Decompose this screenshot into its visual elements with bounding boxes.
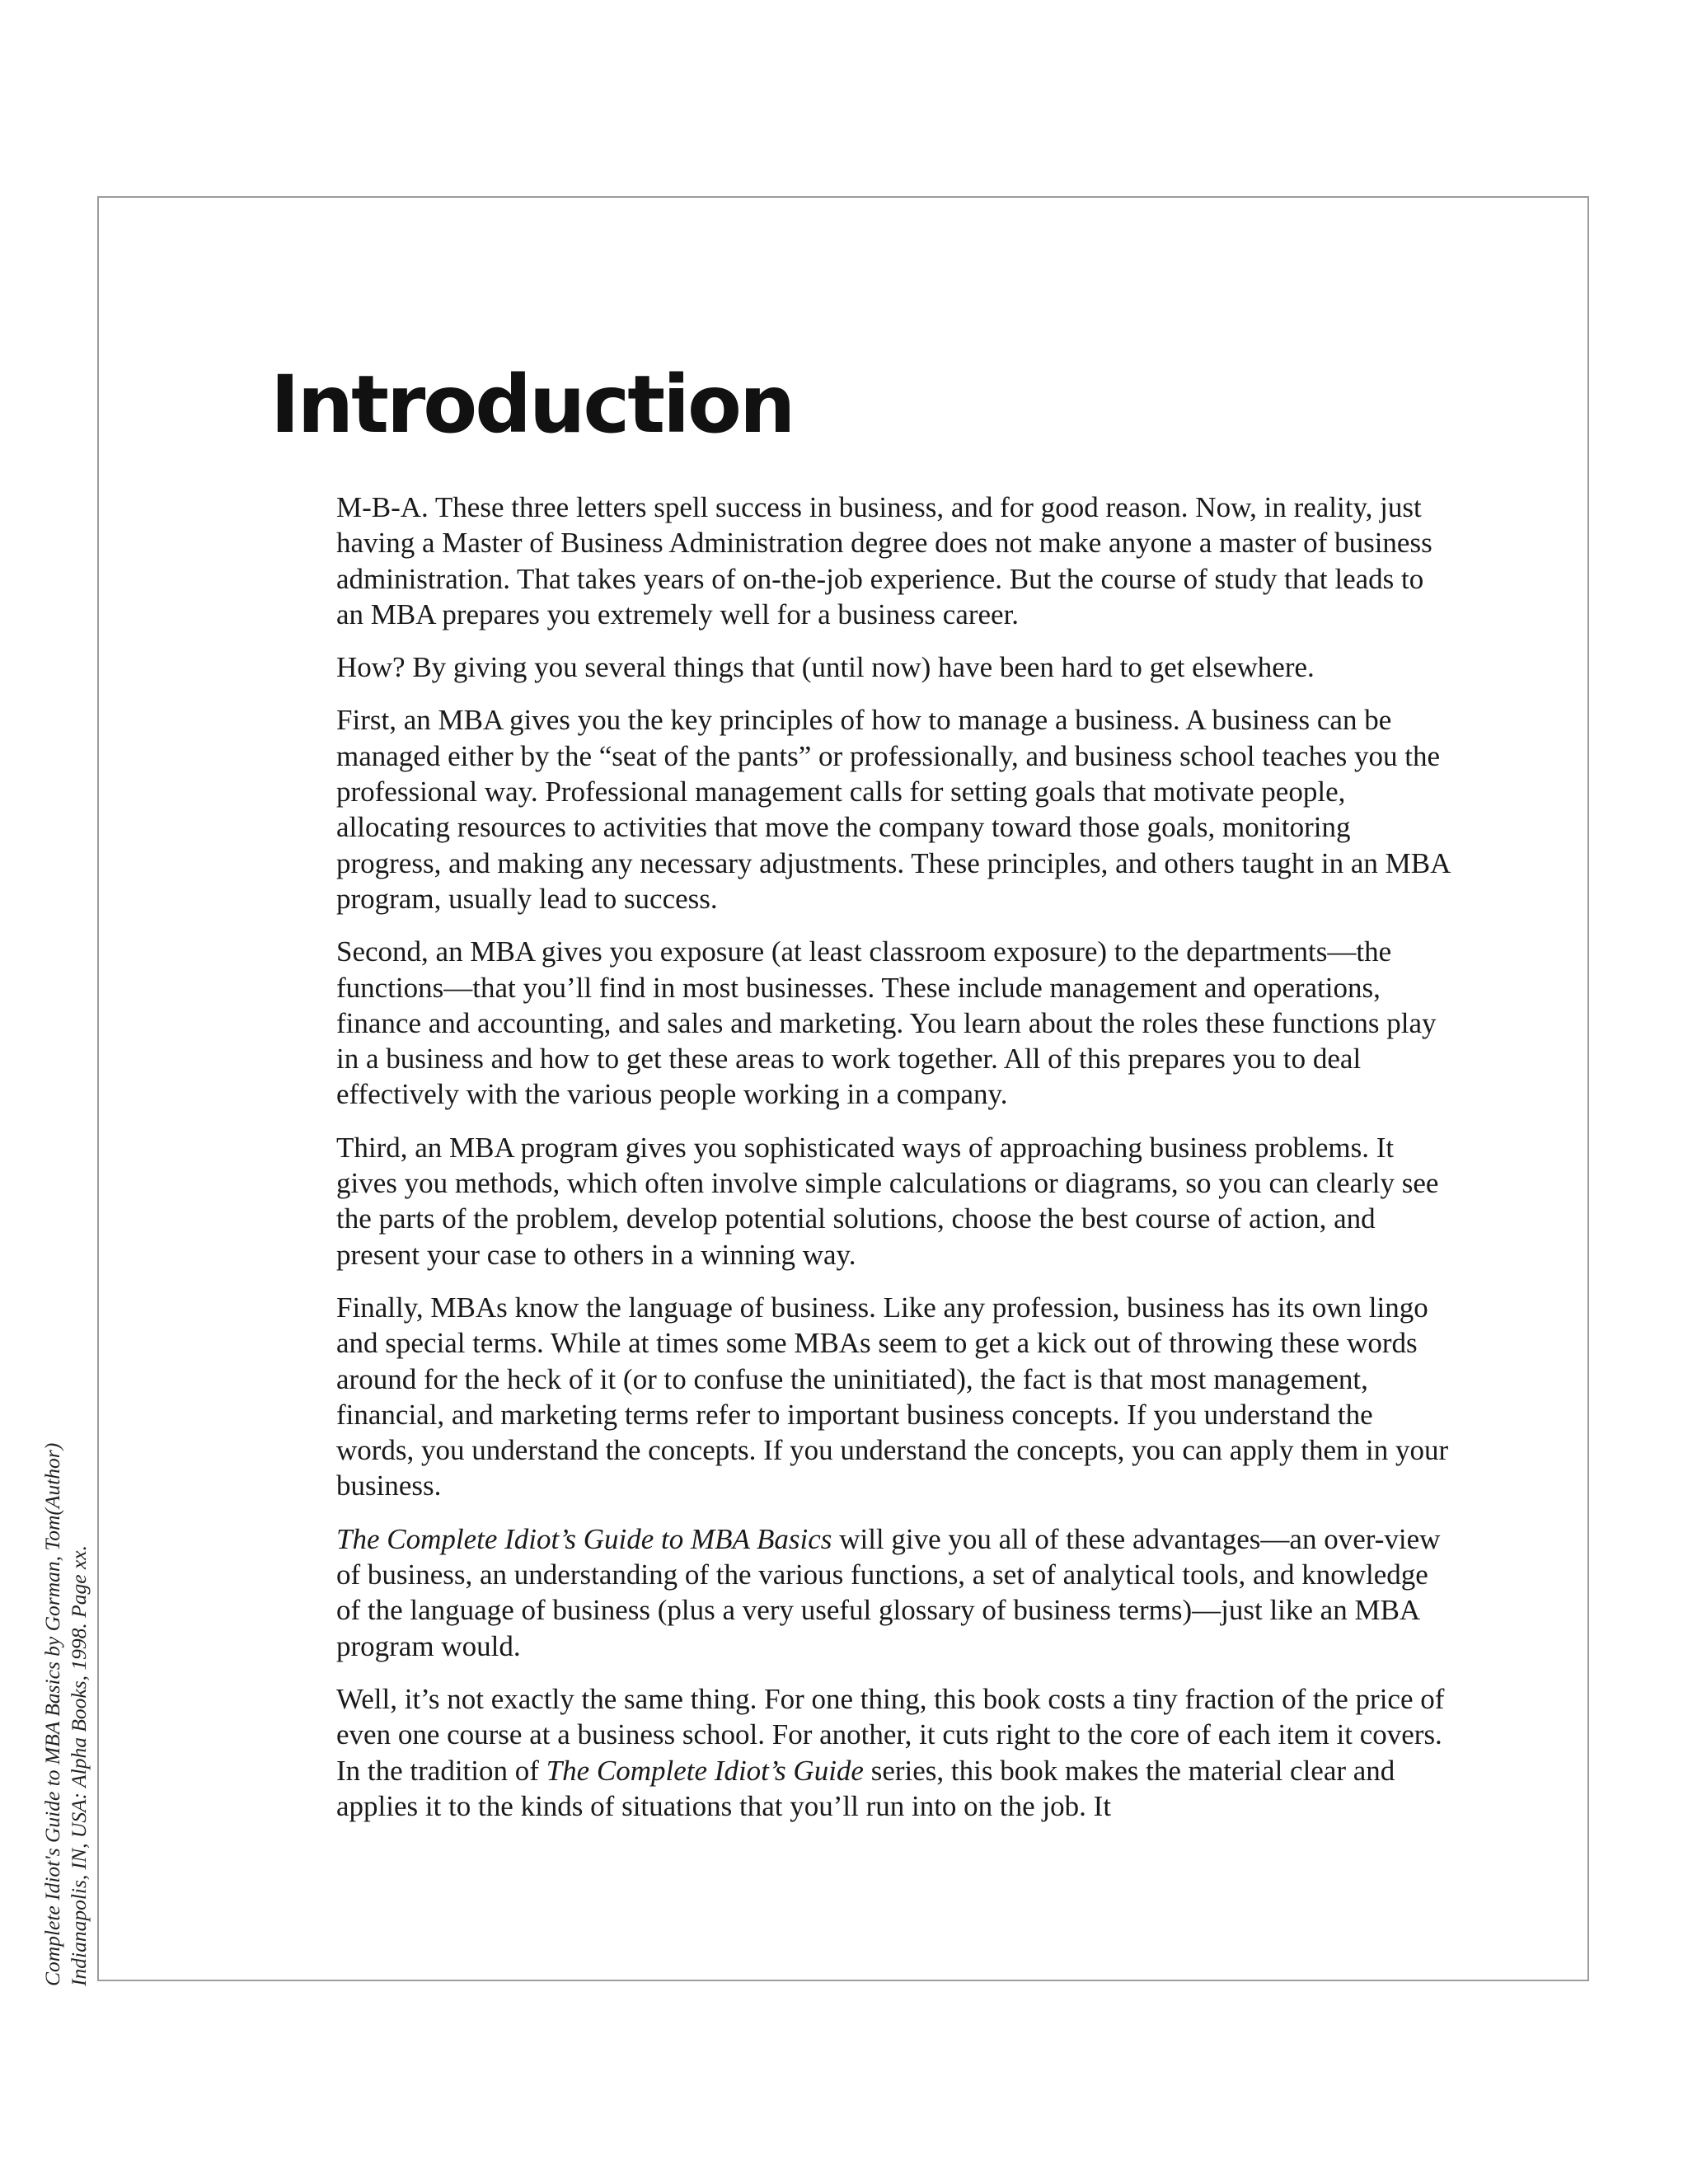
paragraph [336,1521,1453,1664]
paragraph [336,934,1453,1112]
paragraph [336,1681,1453,1824]
italic-title-text: The Complete Idiot’s Guide [546,1754,864,1787]
paragraph [336,1290,1453,1504]
body-text [336,490,1453,1841]
paragraph-text: Finally, MBAs know the language of business. Like any profession, business has its own lingo and special terms. While at times some MBAs seem to get a kick out of throwing these words around for the heck of it (or to confuse the uninitiated), the fact is that most management, financial, and marketing terms refer to important business concepts. If you understand the words, you understand the concepts. If you understand the concepts, you can apply them in your business. [336,1291,1449,1502]
paragraph-text: Second, an MBA gives you exposure (at least classroom exposure) to the departments—the functions—that you’ll find in most businesses. These include management and operations, finance and accounting, and sales and marketing. You learn about the roles these functions play in a business and how to get these areas to work together. All of this prepares you to deal effectively with the various people working in a company. [336,935,1437,1111]
paragraph [336,649,1453,685]
citation-line-2: Indianapolis, IN, USA: Alpha Books, 1998. Page xx. [67,1545,91,1986]
paragraph [336,702,1453,916]
paragraph-text: Third, an MBA program gives you sophisticated ways of approaching business problems. It gives you methods, which often involve simple calculations or diagrams, so you can clearly see the parts of the problem, develop potential solutions, choose the best course of action, and present your case to others in a winning way. [336,1131,1439,1271]
italic-title-text: The Complete Idiot’s Guide to MBA Basics [336,1522,832,1555]
chapter-title: Introduction [270,359,794,451]
paragraph-text: Well, it’s not exactly the same thing. For one thing, this book costs a tiny fraction of the price of even one course at a business school. For another, it cuts right to the core of each item it covers. In the tradition of [336,1682,1445,1787]
paragraph [336,490,1453,632]
paragraph-text: How? By giving you several things that (until now) have been hard to get elsewhere. [336,651,1315,684]
paragraph-text: will give you all of these advantages—an over-view of business, an understanding of the various functions, a set of analytical tools, and knowledge of the language of business (plus a very useful glossary of business terms)—just like an MBA program would. [336,1522,1441,1662]
paragraph [336,1130,1453,1272]
citation-line-1: Complete Idiot's Guide to MBA Basics by Gorman, Tom(Author) [40,1442,64,1986]
side-citation [40,1385,92,1986]
paragraph-text: series, this book makes the material clear and applies it to the kinds of situations that you’ll run into on the job. It [336,1754,1395,1822]
paragraph-text: First, an MBA gives you the key principles of how to manage a business. A business can be managed either by the “seat of the pants” or professionally, and business school teaches you the professional way. Professional management calls for setting goals that motivate people, allocating resources to activities that move the company toward those goals, monitoring progress, and making any necessary adjustments. These principles, and others taught in an MBA program, usually lead to success. [336,704,1450,915]
paragraph-text: M-B-A. These three letters spell success in business, and for good reason. Now, in reality, just having a Master of Business Administration degree does not make anyone a master of business administration. That takes years of on-the-job experience. But the course of study that leads to an MBA prepares you extremely well for a business career. [336,491,1432,630]
